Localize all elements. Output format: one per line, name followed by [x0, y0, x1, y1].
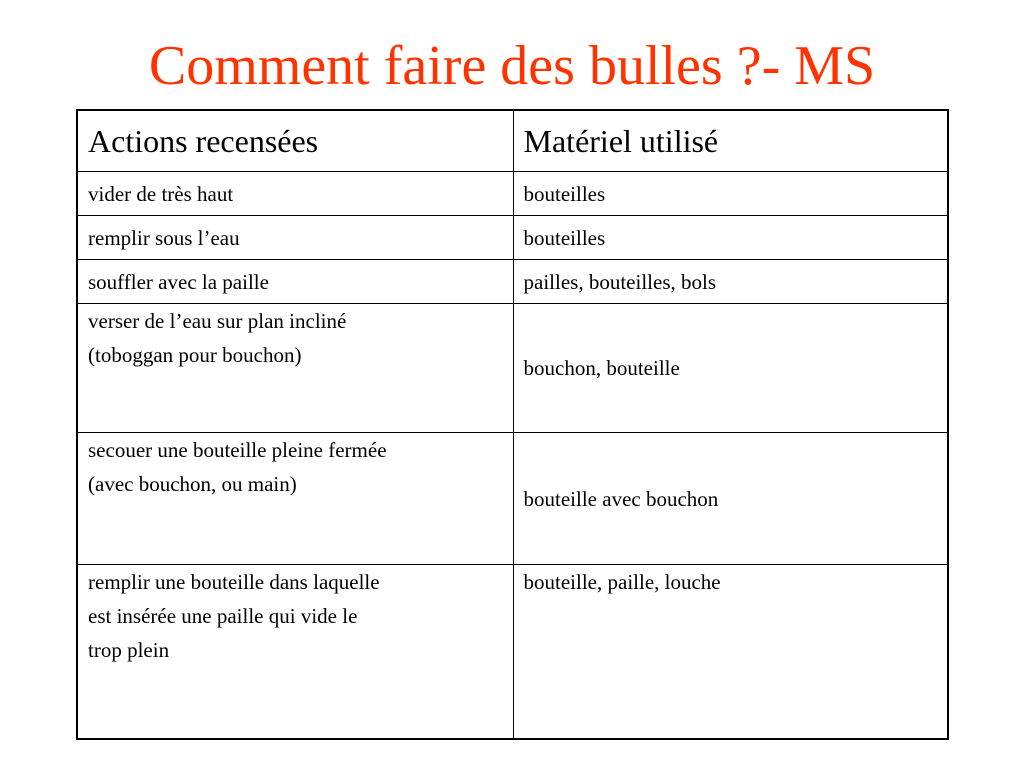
action-cell — [77, 304, 513, 433]
action-line: secouer une bouteille pleine fermée — [88, 438, 387, 462]
table-row — [77, 260, 948, 304]
action-cell: vider de très haut — [77, 172, 513, 216]
materiel-cell: bouteille avec bouchon — [513, 433, 948, 565]
action-cell — [77, 565, 513, 740]
action-cell: souffler avec la paille — [77, 260, 513, 304]
table-row — [77, 216, 948, 260]
table-row — [77, 304, 948, 433]
action-line: verser de l’eau sur plan incliné — [88, 309, 347, 333]
action-line: (avec bouchon, ou main) — [88, 472, 297, 496]
action-line: (toboggan pour bouchon) — [88, 343, 302, 367]
materiel-cell: bouteille, paille, louche — [513, 565, 948, 740]
action-line: est insérée une paille qui vide le — [88, 604, 358, 628]
table-header-row — [77, 110, 948, 172]
header-materiel: Matériel utilisé — [513, 110, 948, 172]
action-line: remplir une bouteille dans laquelle — [88, 570, 380, 594]
action-cell — [77, 433, 513, 565]
header-actions: Actions recensées — [77, 110, 513, 172]
table-row — [77, 433, 948, 565]
table-row — [77, 172, 948, 216]
table-row — [77, 565, 948, 740]
materiel-cell: bouchon, bouteille — [513, 304, 948, 433]
materiel-cell: bouteilles — [513, 172, 948, 216]
materiel-cell: bouteilles — [513, 216, 948, 260]
action-cell: remplir sous l’eau — [77, 216, 513, 260]
actions-table — [76, 109, 949, 740]
slide-title: Comment faire des bulles ?- MS — [148, 35, 876, 97]
materiel-cell: pailles, bouteilles, bols — [513, 260, 948, 304]
action-line: trop plein — [88, 638, 170, 662]
